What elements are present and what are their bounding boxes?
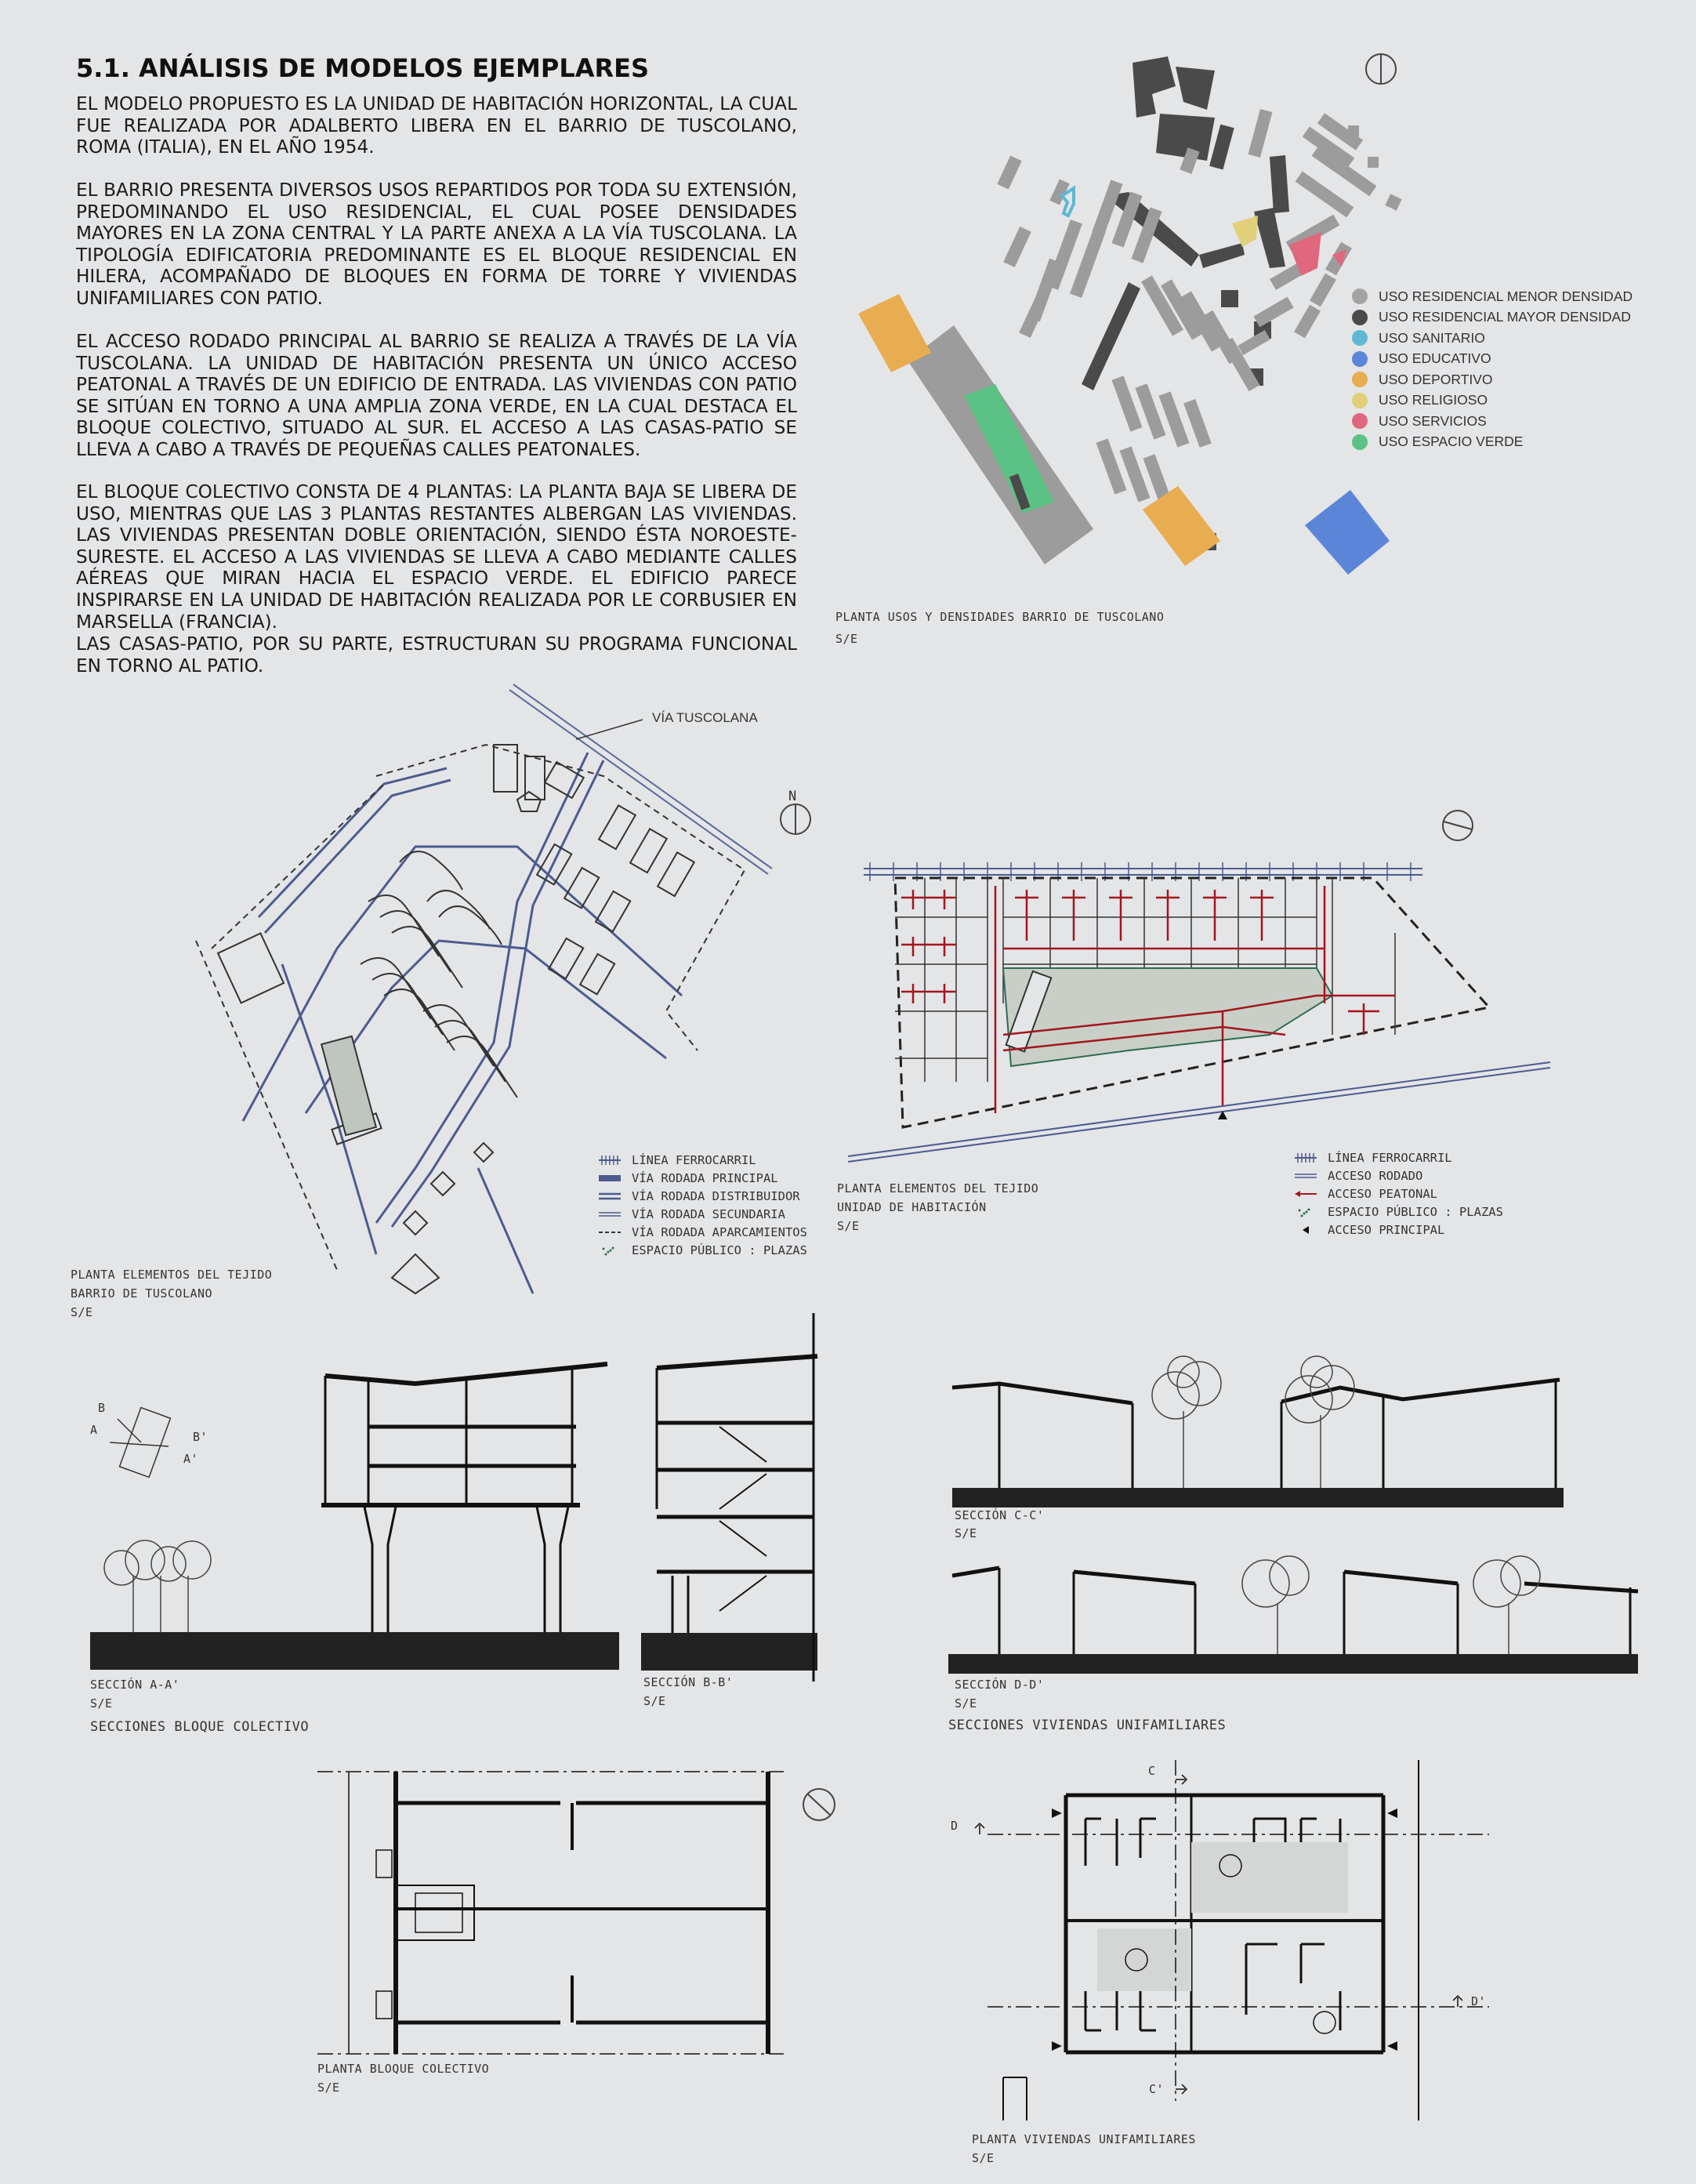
- uses-legend-label: USO ESPACIO VERDE: [1379, 434, 1524, 450]
- cut-label-c2: C': [1149, 2082, 1165, 2096]
- bloque-floor-plan: [317, 1764, 843, 2070]
- uses-legend-label: USO EDUCATIVO: [1379, 350, 1491, 367]
- north-arrow-icon: [781, 804, 810, 834]
- key-label-a2: A': [183, 1452, 199, 1466]
- barrio-legend-item: [597, 1241, 807, 1259]
- legend-symbol-icon: [597, 1190, 622, 1203]
- north-arrow-icon: [1366, 54, 1396, 84]
- unidad-legend-label: ACCESO RODADO: [1328, 1168, 1423, 1183]
- barrio-legend-item: [597, 1223, 807, 1241]
- uses-legend-label: USO SERVICIOS: [1379, 412, 1487, 429]
- key-label-a: A: [90, 1423, 98, 1437]
- legend-symbol-icon: [597, 1154, 622, 1166]
- legend-swatch-icon: [1352, 351, 1368, 367]
- unidad-legend-item: [1293, 1166, 1503, 1185]
- legend-symbol-icon: [597, 1226, 622, 1239]
- unidad-legend-item: [1293, 1148, 1503, 1166]
- barrio-legend-label: LÍNEA FERROCARRIL: [632, 1152, 756, 1167]
- barrio-legend-item: [597, 1187, 807, 1205]
- uses-legend-label: USO RESIDENCIAL MAYOR DENSIDAD: [1379, 309, 1631, 325]
- section-b-caption: SECCIÓN B-B': [643, 1675, 734, 1689]
- north-arrow-icon: [1443, 811, 1473, 840]
- unidad-legend-label: ESPACIO PÚBLICO : PLAZAS: [1328, 1204, 1503, 1219]
- viviendas-plan-scale: S/E: [972, 2151, 995, 2165]
- section-b-b: [641, 1313, 821, 1689]
- unidad-legend-item: [1293, 1221, 1503, 1239]
- page-title: 5.1. ANÁLISIS DE MODELOS EJEMPLARES: [76, 53, 650, 83]
- barrio-legend: [597, 1151, 807, 1259]
- barrio-legend-item: [597, 1169, 807, 1187]
- cut-label-d2: D': [1471, 1994, 1487, 2008]
- uses-legend-item: [1352, 307, 1633, 328]
- unidad-legend-label: ACCESO PRINCIPAL: [1328, 1222, 1445, 1237]
- unidad-plan-caption-1: PLANTA ELEMENTOS DEL TEJIDO: [837, 1181, 1039, 1195]
- barrio-legend-item: [597, 1151, 807, 1169]
- bloque-plan-scale: S/E: [317, 2081, 340, 2095]
- legend-symbol-icon: [1293, 1152, 1318, 1164]
- legend-symbol-icon: [1293, 1224, 1318, 1236]
- uses-legend-label: USO DEPORTIVO: [1379, 371, 1493, 387]
- key-label-b2: B': [193, 1430, 208, 1444]
- access-paragraph: EL ACCESO RODADO PRINCIPAL AL BARRIO SE REALIZA A TRAVÉS DE LA VÍA TUSCOLANA. LA UNIDAD DE HABITACIÓN PRESENTA UN ÚNICO ACCESO PEATONAL A TRAVÉS DE UN EDIFICIO DE ENTRADA. LAS VIVIENDAS CON PATIO SE SITÚAN EN TORNO A UNA AMPLIA ZONA VERDE, EN LA CUAL DESTACA EL BLOQUE COLECTIVO, SITUADO AL SUR. EL ACCESO A LAS CASAS-PATIO SE LLEVA A CABO A TRAVÉS DE PEQUEÑAS CALLES PEATONALES.: [76, 331, 797, 460]
- legend-symbol-icon: [1293, 1206, 1318, 1218]
- uses-legend-item: [1352, 390, 1633, 412]
- uses-legend-item: [1352, 328, 1633, 349]
- key-label-b: B: [98, 1401, 106, 1415]
- legend-swatch-icon: [1352, 393, 1368, 408]
- uses-legend-item: [1352, 432, 1633, 453]
- bloque-paragraph: EL BLOQUE COLECTIVO CONSTA DE 4 PLANTAS: LA PLANTA BAJA SE LIBERA DE USO, MIENTRAS QUE LAS 3 PLANTAS RESTANTES ALBERGAN LAS VIVIENDAS. LAS VIVIENDAS PRESENTAN DOBLE ORIENTACIÓN, SIENDO ÉSTA NOROESTE-SURESTE. EL ACCESO A LAS VIVIENDAS SE LLEVA A CABO MEDIANTE CALLES AÉREAS QUE MIRAN HACIA EL ESPACIO VERDE. EL EDIFICIO PARECE INSPIRARSE EN LA UNIDAD DE HABITACIÓN REALIZADA POR LE CORBUSIER EN MARSELLA (FRANCIA).: [76, 481, 797, 633]
- uses-legend-label: USO RELIGIOSO: [1379, 392, 1488, 408]
- unidad-legend: [1293, 1148, 1503, 1239]
- legend-symbol-icon: [1293, 1188, 1318, 1200]
- barrio-legend-label: VÍA RODADA DISTRIBUIDOR: [632, 1188, 800, 1203]
- barrio-plan-scale: S/E: [71, 1305, 93, 1319]
- uses-legend-item: [1352, 286, 1633, 307]
- section-b-scale: S/E: [643, 1694, 666, 1708]
- section-a-a: [86, 1356, 635, 1670]
- unidad-legend-label: ACCESO PEATONAL: [1328, 1186, 1437, 1201]
- unidad-legend-item: [1293, 1185, 1503, 1203]
- intro-paragraph: EL MODELO PROPUESTO ES LA UNIDAD DE HABITACIÓN HORIZONTAL, LA CUAL FUE REALIZADA POR ADALBERTO LIBERA EN EL BARRIO DE TUSCOLANO, ROMA (ITALIA), EN EL AÑO 1954.: [76, 93, 797, 158]
- barrio-legend-item: [597, 1205, 807, 1223]
- uses-plan-scale: S/E: [835, 632, 858, 646]
- barrio-legend-label: VÍA RODADA SECUNDARIA: [632, 1206, 785, 1221]
- barrio-legend-label: ESPACIO PÚBLICO : PLAZAS: [632, 1243, 807, 1257]
- uses-legend: [1352, 286, 1633, 452]
- legend-swatch-icon: [1352, 434, 1368, 450]
- legend-swatch-icon: [1352, 330, 1368, 346]
- legend-swatch-icon: [1352, 413, 1368, 429]
- unidad-legend-item: [1293, 1203, 1503, 1221]
- unidad-plan-caption-2: UNIDAD DE HABITACIÓN: [837, 1200, 987, 1214]
- legend-symbol-icon: [597, 1208, 622, 1221]
- uses-legend-label: USO SANITARIO: [1379, 329, 1485, 346]
- barrio-legend-label: VÍA RODADA PRINCIPAL: [632, 1170, 778, 1185]
- legend-symbol-icon: [597, 1244, 622, 1257]
- section-d-d: [948, 1536, 1646, 1717]
- section-c-c: [948, 1341, 1575, 1513]
- bloque-plan-caption: PLANTA BLOQUE COLECTIVO: [317, 2062, 490, 2076]
- section-a-scale: S/E: [90, 1696, 113, 1711]
- unidad-plan-scale: S/E: [837, 1219, 860, 1233]
- unidad-tissue-plan: [846, 800, 1567, 1168]
- uses-legend-item: [1352, 411, 1633, 432]
- barrio-north-label: N: [788, 789, 797, 804]
- viviendas-plan-caption: PLANTA VIVIENDAS UNIFAMILIARES: [972, 2132, 1196, 2146]
- uses-plan-caption: PLANTA USOS Y DENSIDADES BARRIO DE TUSCOLANO: [835, 610, 1165, 624]
- bloque-sections-title: SECCIONES BLOQUE COLECTIVO: [90, 1719, 310, 1735]
- legend-symbol-icon: [597, 1172, 622, 1185]
- casas-patio-paragraph: LAS CASAS-PATIO, POR SU PARTE, ESTRUCTURAN SU PROGRAMA FUNCIONAL EN TORNO AL PATIO.: [76, 633, 797, 677]
- north-arrow-icon: [803, 1789, 835, 1820]
- cut-label-c: C: [1148, 1764, 1156, 1778]
- viviendas-sections-title: SECCIONES VIVIENDAS UNIFAMILIARES: [948, 1718, 1227, 1733]
- section-d-scale: S/E: [955, 1696, 977, 1711]
- section-a-caption: SECCIÓN A-A': [90, 1678, 180, 1692]
- section-c-caption: SECCIÓN C-C': [955, 1508, 1045, 1522]
- legend-symbol-icon: [1293, 1170, 1318, 1182]
- unidad-legend-label: LÍNEA FERROCARRIL: [1328, 1150, 1452, 1165]
- legend-swatch-icon: [1352, 310, 1368, 325]
- barrio-paragraph: EL BARRIO PRESENTA DIVERSOS USOS REPARTIDOS POR TODA SU EXTENSIÓN, PREDOMINANDO EL USO RESIDENCIAL, EL CUAL POSEE DENSIDADES MAYORES EN LA ZONA CENTRAL Y LA PARTE ANEXA A LA VÍA TUSCOLANA. LA TIPOLOGÍA EDIFICATORIA PREDOMINANTE ES EL BLOQUE RESIDENCIAL EN HILERA, ACOMPAÑADO DE BLOQUES EN FORMA DE TORRE Y VIVIENDAS UNIFAMILIARES CON PATIO.: [76, 180, 797, 309]
- section-d-caption: SECCIÓN D-D': [955, 1678, 1045, 1692]
- section-c-scale: S/E: [955, 1526, 977, 1540]
- legend-swatch-icon: [1352, 372, 1368, 387]
- uses-legend-item: [1352, 369, 1633, 390]
- barrio-plan-caption-2: BARRIO DE TUSCOLANO: [71, 1286, 213, 1301]
- barrio-plan-caption-1: PLANTA ELEMENTOS DEL TEJIDO: [71, 1268, 273, 1282]
- viviendas-floor-plan: [956, 1756, 1505, 2124]
- cut-label-d: D: [951, 1819, 959, 1833]
- via-tuscolana-label: VÍA TUSCOLANA: [652, 710, 758, 725]
- uses-legend-item: [1352, 349, 1633, 370]
- barrio-legend-label: VÍA RODADA APARCAMIENTOS: [632, 1224, 807, 1239]
- legend-swatch-icon: [1352, 288, 1368, 304]
- uses-legend-label: USO RESIDENCIAL MENOR DENSIDAD: [1379, 288, 1633, 304]
